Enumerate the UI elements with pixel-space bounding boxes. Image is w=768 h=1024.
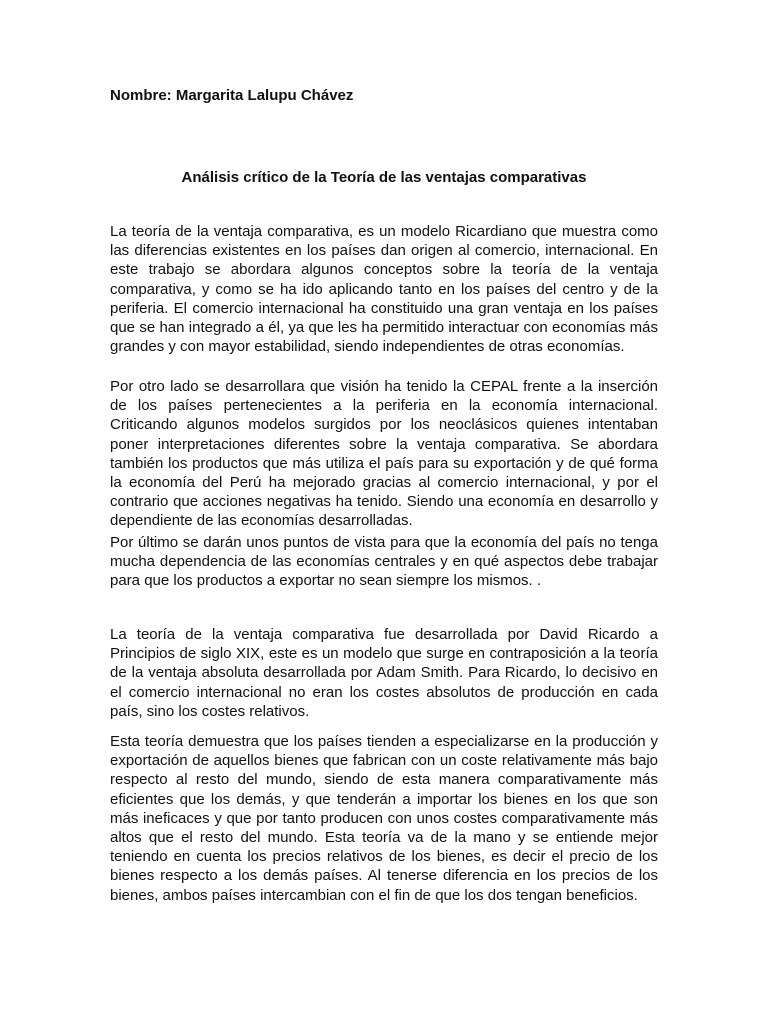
- paragraph: La teoría de la ventaja comparativa fue desarrollada por David Ricardo a Principios de siglo XIX, este es un modelo que surge en contraposición a la teoría de la ventaja absoluta desarrollada por Adam Smith. Para Ricardo, lo decisivo en el comercio internacional no eran los costes absolutos de producción en cada país, sino los costes relativos.: [110, 626, 658, 720]
- paragraph: La teoría de la ventaja comparativa, es un modelo Ricardiano que muestra como las diferencias existentes en los países dan origen al comercio, internacional. En este trabajo se abordara algunos conceptos sobre la teoría de la ventaja comparativa, y como se ha ido aplicando tanto en los países del centro y de la periferia. El comercio internacional ha constituido una gran ventaja en los países que se han integrado a él, ya que les ha permitido interactuar con economías más grandes y con mayor estabilidad, siendo independientes de otras economías.: [110, 223, 658, 356]
- author-name: Nombre: Margarita Lalupu Chávez: [110, 87, 354, 104]
- document-title: Análisis crítico de la Teoría de las ventajas comparativas: [181, 169, 587, 186]
- paragraph: Por otro lado se desarrollara que visión ha tenido la CEPAL frente a la inserción de los países pertenecientes a la periferia en la economía internacional. Criticando algunos modelos surgidos por los neoclásicos quienes intentaban poner interpretaciones diferentes sobre la ventaja comparativa. Se abordara también los productos que más utiliza el país para su exportación y de qué forma la economía del Perú ha mejorado gracias al comercio internacional, y por el contrario que acciones negativas ha tenido. Siendo una economía en desarrollo y dependiente de las economías desarrolladas.: [110, 378, 658, 530]
- paragraph: Esta teoría demuestra que los países tienden a especializarse en la producción y exportación de aquellos bienes que fabrican con un coste relativamente más bajo respecto al resto del mundo, siendo de esta manera comparativamente más eficientes que los demás, y que tenderán a importar los bienes en los que son más ineficaces y que por tanto producen con unos costes comparativamente más altos que el resto del mundo. Esta teoría va de la mano y se entiende mejor teniendo en cuenta los precios relativos de los bienes, es decir el precio de los bienes respecto a los demás países. Al tenerse diferencia en los precios de los bienes, ambos países intercambian con el fin de que los dos tengan beneficios.: [110, 733, 658, 904]
- paragraph: Por último se darán unos puntos de vista para que la economía del país no tenga mucha dependencia de las economías centrales y en qué aspectos debe trabajar para que los productos a exportar no sean siempre los mismos. .: [110, 534, 658, 590]
